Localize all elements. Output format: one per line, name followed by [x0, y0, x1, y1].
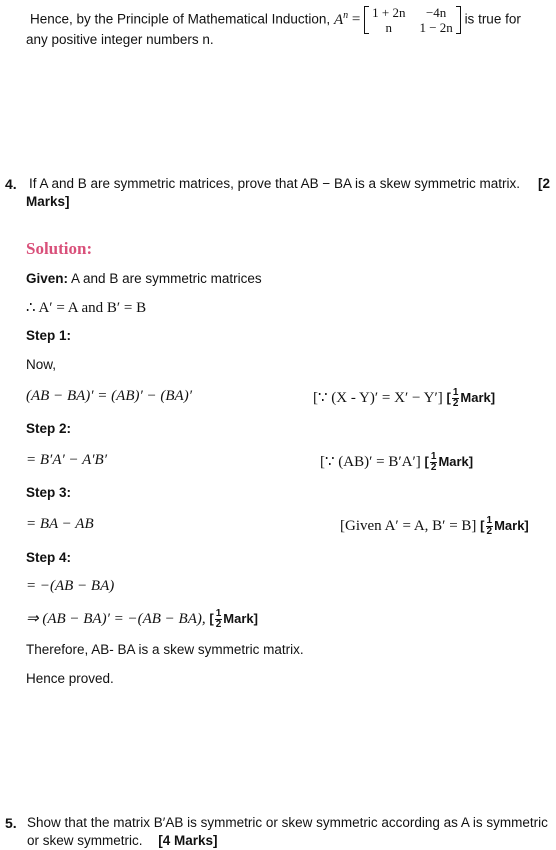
step-reason: [Given A′ = A, B′ = B] [ $\frac{1}{2}$ Mark] [340, 515, 529, 537]
step-implication: ⇒ (AB − BA)′ = −(AB − BA), [ $\frac{1}{2}$ Mark] [26, 608, 258, 631]
step-label: Step 3: [26, 485, 72, 500]
induction-text: Hence, by the Principle of Mathematical Induction, [30, 11, 331, 27]
step-expression: = BA − AB [26, 516, 94, 532]
step-label: Step 4: [26, 550, 72, 565]
step-label: Step 2: [26, 421, 72, 436]
matrix-cell: n [385, 20, 393, 35]
true-for-text: is true for [464, 11, 521, 27]
conclusion-text: Therefore, AB- BA is a skew symmetric matrix. [26, 642, 304, 657]
question-text-cont: or skew symmetric. [4 Marks] [27, 833, 218, 848]
step-label: Step 1: [26, 328, 72, 343]
given-line [26, 271, 262, 286]
question-marks-cont: Marks] [26, 194, 70, 209]
therefore-line: ∴ A′ = A and B′ = B [26, 300, 147, 316]
question-number: 4. [5, 176, 17, 192]
matrix-cell: 1 − 2n [419, 20, 453, 35]
result-matrix [364, 6, 461, 34]
equals-sign: = [351, 11, 361, 28]
question-text: Show that the matrix B′AB is symmetric or skew symmetric according as A is symmetric [27, 815, 548, 830]
question-marks: [2 [538, 176, 551, 191]
matrix-cell: 1 + 2n [372, 5, 406, 20]
step-text: Now, [26, 357, 57, 372]
step-reason: [∵ (AB)′ = B′A′] [ $\frac{1}{2}$ Mark] [320, 451, 474, 474]
induction-conclusion-line [30, 6, 521, 34]
step-reason: [∵ (X - Y)′ = X′ − Y′] [ $\frac{1}{2}$ Mark] [313, 387, 496, 410]
step-expression: = −(AB − BA) [26, 578, 115, 594]
hence-proved-text: Hence proved. [26, 671, 114, 686]
solution-heading: Solution: [26, 239, 93, 258]
step-expression: (AB − BA)′ = (AB)′ − (BA)′ [26, 388, 192, 404]
step-expression: = B′A′ − A′B′ [26, 452, 107, 468]
a-power-n: $A^n$ [333, 9, 349, 28]
question-number: 5. [5, 815, 17, 831]
matrix-cell: −4n [425, 5, 447, 20]
question-text: If A and B are symmetric matrices, prove that AB − BA is a skew symmetric matrix. [29, 176, 521, 191]
given-text: A and B are symmetric matrices [71, 271, 262, 286]
given-label: Given: [26, 271, 69, 286]
question-marks: [4 Marks] [158, 833, 218, 848]
induction-conclusion-line-2: any positive integer numbers n. [26, 32, 214, 47]
